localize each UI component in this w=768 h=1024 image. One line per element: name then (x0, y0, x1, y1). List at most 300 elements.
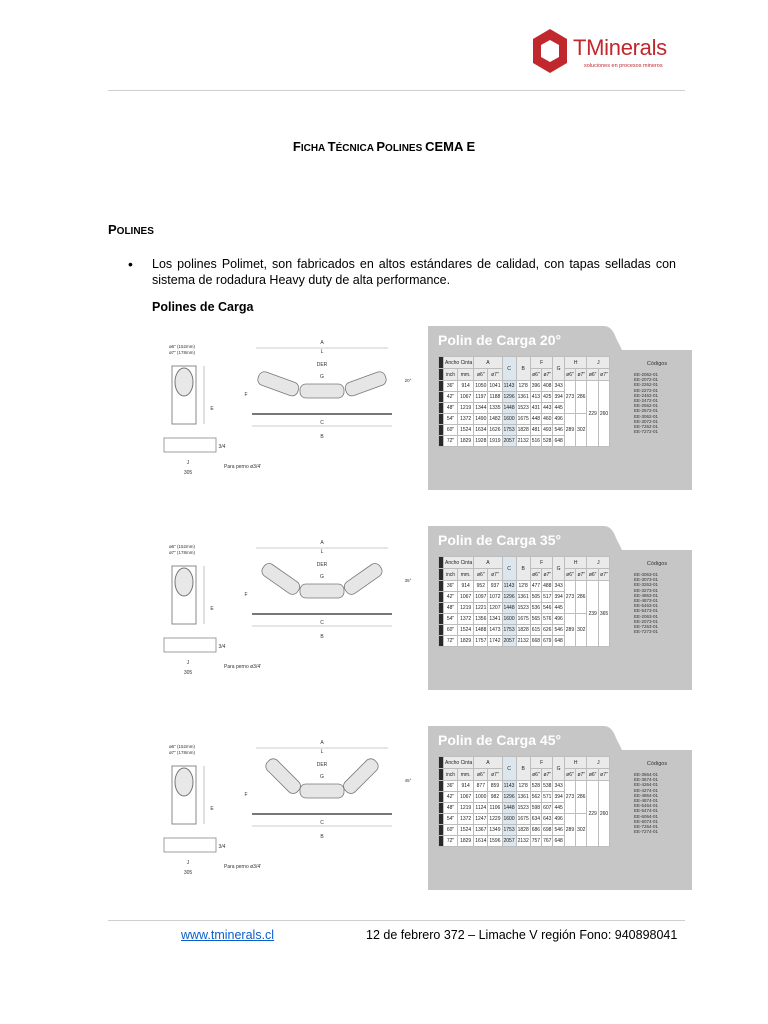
dimension-label-305: 305 (183, 870, 193, 876)
side-view-roller (175, 368, 193, 396)
table-cell: 576 (542, 614, 553, 625)
codes-header: Códigos (646, 761, 668, 767)
table-cell: 615 (530, 625, 541, 636)
table-cell: 1448 (502, 803, 516, 814)
table-cell: 273 (564, 581, 575, 614)
diameter-label: ø6" (152mm) (168, 344, 196, 349)
hexagon-logo-icon (530, 27, 570, 77)
code-item: EE-3072-01 (634, 418, 659, 424)
table-header-cell: Ancho Cinta (444, 557, 474, 569)
panel-title: Polin de Carga 20° (438, 332, 562, 348)
table-header-cell: ø7" (488, 769, 502, 781)
dimension-label-g: G (320, 774, 324, 780)
code-item: EE-4873-01 (634, 598, 659, 604)
table-header-cell: G (553, 357, 564, 381)
table-cell: 1372 (458, 414, 474, 425)
dimension-label-f: F (244, 392, 248, 398)
table-cell: 2057 (502, 636, 516, 647)
code-item: EE-3073-01 (634, 577, 659, 583)
table-header-cell: ø7" (488, 369, 502, 381)
diameter-label: ø7" (178mm) (168, 550, 196, 555)
code-item: EE-2472-01 (634, 398, 659, 404)
table-header-cell: ø6" (530, 569, 541, 581)
code-item: EE-2262-01 (634, 382, 659, 388)
table-cell: 1197 (474, 392, 488, 403)
table-cell: 289 (564, 414, 575, 447)
table-cell: 1829 (458, 636, 474, 647)
table-cell: 239 (587, 581, 598, 647)
code-item: EE-3263-01 (634, 582, 659, 588)
table-header-cell: H (564, 557, 587, 569)
table-header-cell: ø7" (598, 369, 609, 381)
table-cell: 286 (576, 781, 587, 814)
table-cell: 1219 (458, 403, 474, 414)
table-cell: 1675 (516, 614, 530, 625)
dimension-label-j: J (186, 460, 190, 466)
code-item: EE-4874-01 (634, 798, 659, 804)
brand-logo (530, 27, 690, 81)
table-header-cell: ø6" (530, 369, 541, 381)
table-cell: 493 (542, 425, 553, 436)
diameter-label: ø7" (178mm) (168, 350, 196, 355)
table-cell: 914 (458, 781, 474, 792)
table-cell: 448 (530, 414, 541, 425)
table-cell: 1524 (458, 425, 474, 436)
table-cell: 425 (542, 392, 553, 403)
table-header-cell: H (564, 757, 587, 769)
table-cell: 643 (542, 814, 553, 825)
code-item: EE-2063-01 (634, 613, 659, 619)
table-cell: 496 (553, 814, 564, 825)
table-cell: 1341 (488, 614, 502, 625)
table-cell: 413 (530, 392, 541, 403)
table-header-cell: ø6" (474, 769, 488, 781)
subheading-polines-de-carga: Polines de Carga (152, 300, 254, 314)
table-header-cell: Ancho Cinta (444, 757, 474, 769)
table-cell: 536 (530, 603, 541, 614)
table-cell: 767 (542, 836, 553, 847)
table-header-row (439, 357, 610, 369)
table-cell: 1596 (488, 836, 502, 847)
table-cell: 12'8 (516, 781, 530, 792)
dimension-label-305: 305 (183, 470, 193, 476)
table-cell: 445 (553, 603, 564, 614)
table-cell: 36" (444, 781, 458, 792)
idler-drawing (160, 526, 430, 690)
diameter-label: ø6" (152mm) (168, 544, 196, 549)
table-header-cell: ø7" (542, 569, 553, 581)
table-row (439, 814, 610, 825)
diameter-label: ø7" (178mm) (168, 750, 196, 755)
table-cell: 48" (444, 803, 458, 814)
table-cell: 571 (542, 792, 553, 803)
codes-header: Códigos (646, 361, 668, 367)
table-header-cell: C (502, 557, 516, 581)
table-cell: 1448 (502, 403, 516, 414)
dimension-label-h: 3/4 (218, 444, 226, 450)
table-cell: 54" (444, 414, 458, 425)
table-header-cell: ø7" (598, 769, 609, 781)
table-cell: 488 (542, 581, 553, 592)
table-cell: 1188 (488, 392, 502, 403)
title-part: ÉCNICA (335, 143, 377, 154)
dimension-label-l: L (320, 549, 324, 555)
table-header-cell: ø7" (576, 569, 587, 581)
code-item: EE-3273-01 (634, 587, 659, 593)
table-cell: 302 (576, 814, 587, 847)
table-cell: 1753 (502, 625, 516, 636)
table-header-cell: C (502, 357, 516, 381)
right-wing-roller (344, 370, 388, 398)
title-part: P (376, 139, 386, 154)
table-cell: 1361 (516, 792, 530, 803)
table-cell: 546 (553, 625, 564, 636)
spec-sheet (160, 326, 692, 490)
table-cell: 1614 (474, 836, 488, 847)
table-cell: 1247 (474, 814, 488, 825)
idler-drawing (160, 726, 430, 890)
table-cell: 1000 (474, 792, 488, 803)
table-header-cell: ø6" (587, 369, 598, 381)
table-cell: 1600 (502, 614, 516, 625)
table-header-cell: A (474, 757, 502, 769)
footer-website-link[interactable]: www.tminerals.cl (181, 928, 275, 942)
table-cell: 2057 (502, 836, 516, 847)
code-item: EE-7274-01 (634, 829, 659, 835)
table-cell: 1050 (474, 381, 488, 392)
codes-header: Códigos (646, 561, 668, 567)
table-cell: 286 (576, 581, 587, 614)
table-cell: 60" (444, 625, 458, 636)
table-cell: 408 (542, 381, 553, 392)
left-wing-roller (263, 756, 303, 796)
side-view-roller (175, 768, 193, 796)
table-cell: 36" (444, 381, 458, 392)
table-cell: 394 (553, 792, 564, 803)
code-item: EE-3063-01 (634, 572, 659, 577)
table-cell: 1344 (474, 403, 488, 414)
dimension-label-b: B (320, 634, 324, 640)
table-row (439, 381, 610, 392)
table-cell: 1041 (488, 381, 502, 392)
table-cell: 42" (444, 392, 458, 403)
table-cell: 273 (564, 381, 575, 414)
table-header-cell: A (474, 357, 502, 369)
table-header-cell: ø7" (576, 369, 587, 381)
table-cell: 48" (444, 403, 458, 414)
dimension-label-b: B (320, 434, 324, 440)
table-header-cell: H (564, 357, 587, 369)
table-cell: 1523 (516, 603, 530, 614)
table-cell: 1524 (458, 625, 474, 636)
table-header-cell: inch (444, 569, 458, 581)
heading-part: P (108, 222, 117, 237)
table-cell: 1367 (474, 825, 488, 836)
table-header-cell: ø6" (564, 769, 575, 781)
table-cell: 343 (553, 781, 564, 792)
table-cell: 757 (530, 836, 541, 847)
table-header-cell: ø7" (542, 769, 553, 781)
table-cell: 2057 (502, 436, 516, 447)
table-cell: 289 (564, 814, 575, 847)
table-cell: 42" (444, 592, 458, 603)
table-cell: 431 (530, 403, 541, 414)
table-cell: 496 (553, 414, 564, 425)
panel-title: Polin de Carga 45° (438, 732, 562, 748)
idler-drawing (160, 326, 430, 490)
table-header-cell: F (530, 557, 553, 569)
code-item: EE-2073-01 (634, 618, 659, 624)
table-cell: 12'8 (516, 581, 530, 592)
table-cell: 668 (530, 636, 541, 647)
table-header-cell: C (502, 757, 516, 781)
table-cell: 460 (542, 414, 553, 425)
table-cell: 626 (542, 625, 553, 636)
code-item: EE-5464-01 (634, 803, 659, 809)
center-roller (300, 584, 344, 598)
table-cell: 1482 (488, 414, 502, 425)
table-row (439, 614, 610, 625)
table-cell: 1296 (502, 792, 516, 803)
table-cell: 1634 (474, 425, 488, 436)
table-cell: 72" (444, 636, 458, 647)
spec-panel (428, 326, 692, 490)
table-cell: 54" (444, 814, 458, 825)
table-cell: 1361 (516, 392, 530, 403)
code-item: EE-7263-01 (634, 624, 659, 630)
code-item: EE-3664-01 (634, 772, 659, 777)
codes-column (634, 356, 680, 434)
table-cell: 1928 (474, 436, 488, 447)
table-header-cell: ø7" (598, 569, 609, 581)
title-part: F (292, 139, 301, 154)
table-header-cell: Ancho Cinta (444, 357, 474, 369)
table-cell: 679 (542, 636, 553, 647)
dimension-label-g: G (320, 374, 324, 380)
table-header-cell: inch (444, 769, 458, 781)
dimension-label-e: E (210, 606, 214, 612)
table-header-cell: J (587, 357, 610, 369)
table-cell: 1753 (502, 425, 516, 436)
table-cell: 36" (444, 581, 458, 592)
table-cell: 1067 (458, 792, 474, 803)
code-item: EE-7262-01 (634, 424, 659, 430)
table-cell: 952 (474, 581, 488, 592)
table-cell: 496 (553, 614, 564, 625)
table-cell: 343 (553, 581, 564, 592)
table-cell: 1219 (458, 803, 474, 814)
code-item: EE-3062-01 (634, 413, 659, 419)
table-cell: 1229 (488, 814, 502, 825)
code-item: EE-6064-01 (634, 813, 659, 819)
table-cell: 396 (530, 381, 541, 392)
table-cell: 1490 (474, 414, 488, 425)
code-item: EE-3674-01 (634, 777, 659, 783)
table-cell: 1072 (488, 592, 502, 603)
table-cell: 598 (530, 803, 541, 814)
table-cell: 445 (553, 403, 564, 414)
table-cell: 260 (598, 781, 609, 847)
spec-table (438, 356, 610, 447)
table-cell: 48" (444, 603, 458, 614)
bolt-note: Para perno ø3/4' (224, 864, 262, 870)
dimension-label-g: G (320, 574, 324, 580)
code-item: EE-5473-01 (634, 608, 659, 614)
dimension-label-der: DER (316, 762, 328, 768)
code-item: EE-5474-01 (634, 808, 659, 814)
dimension-label-a: A (320, 540, 324, 546)
dimension-label-a: A (320, 740, 324, 746)
dimension-label-f: F (244, 592, 248, 598)
table-cell: 546 (553, 425, 564, 436)
table-cell: 1828 (516, 825, 530, 836)
table-cell: 1124 (474, 803, 488, 814)
dimension-label-j: J (186, 860, 190, 866)
table-cell: 1349 (488, 825, 502, 836)
bolt-note: Para perno ø3/4' (224, 464, 262, 470)
code-item: EE-6074-01 (634, 818, 659, 824)
brand-tagline: soluciones en procesos mineros (584, 63, 663, 69)
codes-column (634, 756, 680, 834)
table-cell: 2132 (516, 436, 530, 447)
code-item: EE-2272-01 (634, 387, 659, 393)
table-cell: 505 (530, 592, 541, 603)
footer-address: 12 de febrero 372 – Limache V región Fono: 940898041 (366, 928, 678, 942)
table-cell: 1626 (488, 425, 502, 436)
base-detail (164, 838, 216, 852)
table-cell: 634 (530, 814, 541, 825)
dimension-label-c: C (320, 420, 324, 426)
table-cell: 607 (542, 803, 553, 814)
dimension-label-f: F (244, 792, 248, 798)
spec-table (438, 556, 610, 647)
code-item: EE-4274-01 (634, 787, 659, 793)
code-item: EE-2572-01 (634, 408, 659, 414)
table-header-cell: G (553, 757, 564, 781)
table-cell: 42" (444, 792, 458, 803)
table-cell: 528 (542, 436, 553, 447)
table-cell: 445 (553, 803, 564, 814)
table-cell: 1828 (516, 425, 530, 436)
dimension-label-a: A (320, 340, 324, 346)
table-header-cell: G (553, 557, 564, 581)
dimension-label-j: J (186, 660, 190, 666)
table-cell: 260 (598, 381, 609, 447)
table-header-cell: inch (444, 369, 458, 381)
table-cell: 394 (553, 392, 564, 403)
table-cell: 443 (542, 403, 553, 414)
header-divider (108, 90, 685, 91)
table-cell: 546 (553, 825, 564, 836)
code-item: EE-7264-01 (634, 824, 659, 830)
spec-sheet (160, 726, 692, 890)
table-cell: 1757 (474, 636, 488, 647)
table-cell: 565 (530, 614, 541, 625)
table-cell: 229 (587, 781, 598, 847)
table-header-cell: J (587, 557, 610, 569)
dimension-label-der: DER (316, 562, 328, 568)
table-cell: 517 (542, 592, 553, 603)
table-cell: 686 (530, 825, 541, 836)
table-cell: 72" (444, 436, 458, 447)
table-cell: 1335 (488, 403, 502, 414)
table-cell: 1829 (458, 836, 474, 847)
dimension-label-b: B (320, 834, 324, 840)
table-cell: 1372 (458, 814, 474, 825)
table-header-cell: B (516, 357, 530, 381)
table-cell: 1600 (502, 814, 516, 825)
table-cell: 1361 (516, 592, 530, 603)
spec-panel (428, 526, 692, 690)
table-row (439, 581, 610, 592)
table-header-row (439, 557, 610, 569)
table-cell: 365 (598, 581, 609, 647)
table-cell: 1523 (516, 403, 530, 414)
diameter-label: ø6" (152mm) (168, 744, 196, 749)
spec-sheet (160, 526, 692, 690)
dimension-label-e: E (210, 406, 214, 412)
table-cell: 1296 (502, 592, 516, 603)
table-cell: 1221 (474, 603, 488, 614)
base-detail (164, 638, 216, 652)
table-cell: 528 (530, 781, 541, 792)
base-detail (164, 438, 216, 452)
table-cell: 477 (530, 581, 541, 592)
left-wing-roller (260, 561, 302, 597)
document-title (0, 139, 768, 154)
table-cell: 859 (488, 781, 502, 792)
table-cell: 648 (553, 436, 564, 447)
table-cell: 1067 (458, 592, 474, 603)
heading-part: OLINES (116, 226, 154, 237)
bolt-note: Para perno ø3/4' (224, 664, 262, 670)
table-cell: 1473 (488, 625, 502, 636)
dimension-label-h: 3/4 (218, 844, 226, 850)
code-item: EE-7273-01 (634, 629, 659, 635)
table-cell: 982 (488, 792, 502, 803)
table-header-cell: ø6" (564, 569, 575, 581)
table-header-cell: ø7" (488, 569, 502, 581)
left-wing-roller (256, 370, 300, 398)
table-cell: 937 (488, 581, 502, 592)
table-header-cell: B (516, 557, 530, 581)
table-header-cell: J (587, 757, 610, 769)
code-item: EE-2072-01 (634, 377, 659, 383)
table-header-cell: F (530, 357, 553, 369)
code-item: EE-7272-01 (634, 429, 659, 435)
dimension-label-c: C (320, 620, 324, 626)
code-item: EE-2462-01 (634, 392, 659, 398)
table-cell: 562 (530, 792, 541, 803)
table-cell: 648 (553, 836, 564, 847)
table-header-cell: ø6" (474, 569, 488, 581)
table-cell: 914 (458, 381, 474, 392)
bullet-text: Los polines Polimet, son fabricados en altos estándares de calidad, con tapas selladas con sistema de rodadura Heavy duty de alta performance. (152, 257, 676, 287)
code-item: EE-4264-01 (634, 782, 659, 788)
title-part: OLINES (385, 143, 426, 154)
table-cell: 1372 (458, 614, 474, 625)
table-header-cell: mm. (458, 569, 474, 581)
table-cell: 2132 (516, 636, 530, 647)
table-cell: 1207 (488, 603, 502, 614)
table-cell: 1488 (474, 625, 488, 636)
angle-label: 45° (404, 778, 412, 783)
title-part: CEMA E (425, 139, 476, 154)
panel-title: Polin de Carga 35° (438, 532, 562, 548)
table-cell: 538 (542, 781, 553, 792)
right-wing-roller (342, 561, 384, 597)
table-cell: 648 (553, 636, 564, 647)
